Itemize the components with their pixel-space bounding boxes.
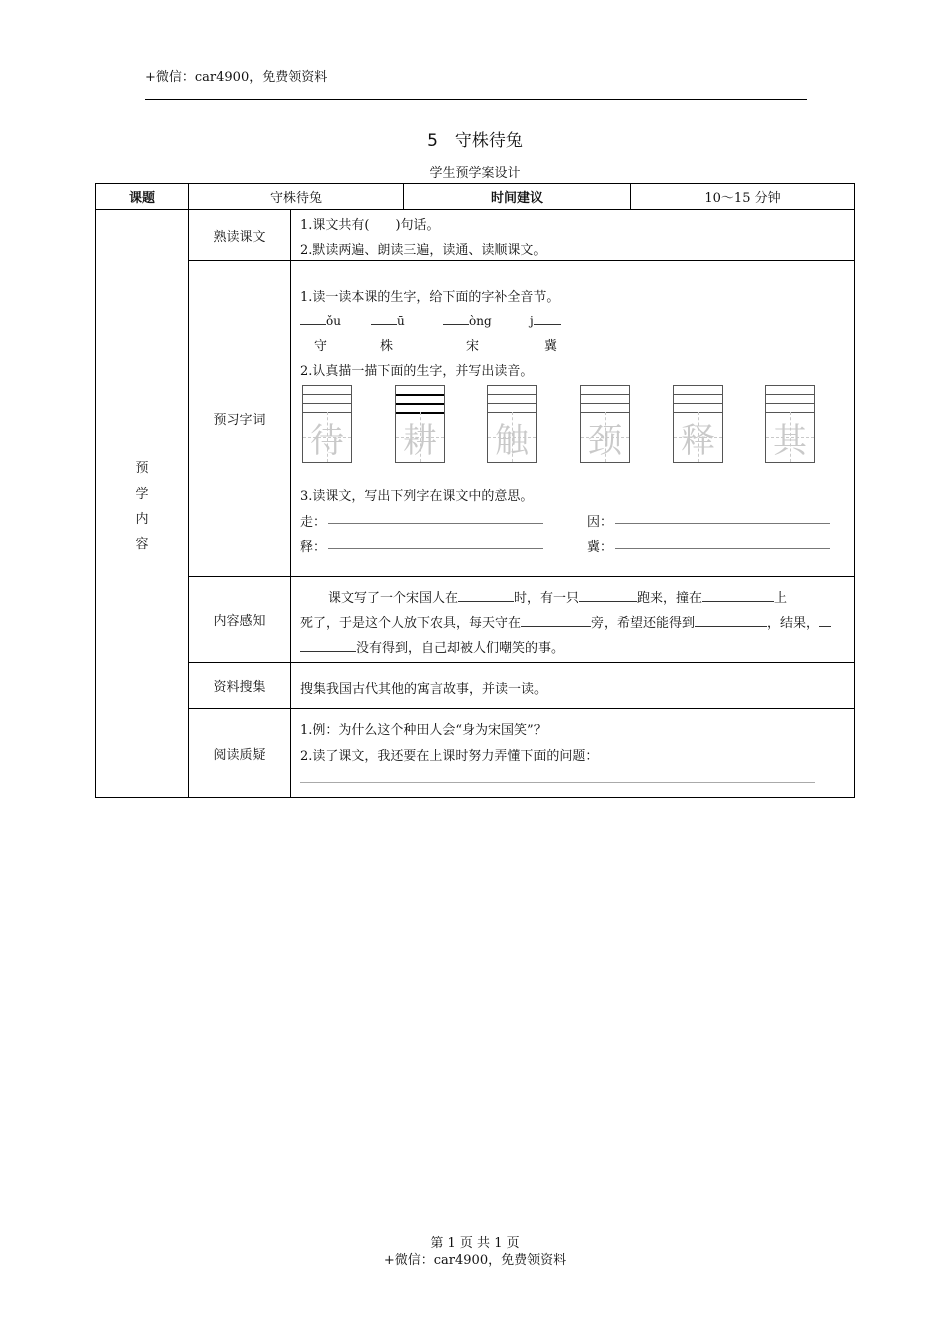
header-note: +微信：car4900，免费领资料: [145, 70, 328, 85]
footer-page-number: 第 1 页 共 1 页: [430, 1236, 520, 1251]
material-text: 搜集我国古代其他的寓言故事，并读一读。: [300, 682, 548, 697]
page-title: 5 守株待兔: [427, 131, 523, 151]
pinyin-item: [371, 312, 405, 328]
row-label-content: 内容感知: [213, 614, 266, 629]
read-line-1: 1.课文共有( )句话。: [300, 218, 440, 233]
blank[interactable]: [819, 614, 831, 627]
pinyin-item: [300, 312, 341, 328]
topic-value: 守株待兔: [269, 191, 322, 206]
content-line-1: [300, 587, 787, 606]
trace-box[interactable]: [487, 385, 537, 463]
meaning-label: 因：: [587, 515, 614, 530]
trace-char: 耕: [403, 420, 437, 461]
pinyin-item: [443, 312, 492, 328]
page-subtitle: 学生预学案设计: [429, 166, 521, 181]
section-label-char: 预: [135, 460, 149, 476]
words-q2: 2.认真描一描下面的生字，并写出读音。: [300, 364, 534, 379]
char-item: 株: [380, 339, 394, 354]
read-line-2: 2.默读两遍、朗读三遍，读通、读顺课文。: [300, 243, 547, 258]
question-answer-line[interactable]: [300, 782, 815, 783]
pinyin-text: j: [530, 314, 534, 328]
section-label-char: 容: [135, 536, 149, 552]
content-text: ，结果，: [767, 616, 820, 631]
row-label-read: 熟读课文: [213, 229, 266, 245]
content-text: 课文写了一个宋国人在: [328, 591, 459, 606]
section-label-char: 内: [135, 511, 149, 527]
trace-box[interactable]: [765, 385, 815, 463]
footer-note: +微信：car4900，免费领资料: [383, 1253, 567, 1268]
blank[interactable]: [702, 589, 774, 602]
pinyin-item: [530, 312, 561, 328]
meaning-label: 走：: [300, 515, 327, 530]
row-label-material: 资料搜集: [213, 680, 266, 695]
meaning-label: 释：: [300, 540, 327, 555]
trace-box[interactable]: [673, 385, 723, 463]
pinyin-text: òng: [469, 314, 492, 328]
trace-box[interactable]: [580, 385, 630, 463]
question-line-2: 2.读了课文，我还要在上课时努力弄懂下面的问题：: [300, 749, 599, 764]
content-line-2: [300, 612, 831, 631]
trace-box[interactable]: [395, 385, 445, 463]
meaning-answer-line[interactable]: [615, 523, 830, 524]
content-text: 跑来，撞在: [637, 591, 703, 606]
char-item: 宋: [466, 339, 480, 354]
meaning-answer-line[interactable]: [328, 523, 543, 524]
trace-char: 触: [495, 420, 529, 461]
time-label: 时间建议: [490, 191, 543, 206]
content-text: 没有得到，自己却被人们嘲笑的事。: [356, 641, 565, 656]
trace-box[interactable]: [302, 385, 352, 463]
meaning-answer-line[interactable]: [328, 548, 543, 549]
time-value: 10～15 分钟: [704, 191, 781, 206]
content-text: 死了，于是这个人放下农具，每天守在: [300, 616, 522, 631]
blank[interactable]: [695, 614, 767, 627]
char-item: 冀: [544, 339, 558, 354]
content-text: 时，有一只: [514, 591, 580, 606]
row-label-question: 阅读质疑: [213, 747, 266, 763]
meaning-label: 冀：: [587, 540, 614, 555]
blank[interactable]: [300, 639, 356, 652]
trace-char: 其: [773, 420, 807, 461]
pinyin-text: ǒu: [326, 314, 341, 328]
question-line-1: 1.例：为什么这个种田人会“身为宋国笑”？: [300, 723, 547, 738]
blank[interactable]: [521, 614, 591, 627]
section-label-char: 学: [135, 486, 149, 502]
content-text: 上: [774, 591, 788, 606]
row-label-words: 预习字词: [213, 413, 266, 428]
meaning-answer-line[interactable]: [615, 548, 830, 549]
trace-char: 颈: [588, 420, 622, 461]
content-text: 旁，希望还能得到: [591, 616, 696, 631]
words-q3: 3.读课文，写出下列字在课文中的意思。: [300, 489, 534, 504]
trace-char: 待: [310, 420, 344, 461]
char-item: 守: [314, 339, 328, 354]
trace-char: 释: [681, 420, 715, 461]
header-rule: [145, 99, 807, 100]
blank[interactable]: [579, 589, 637, 602]
topic-label: 课题: [128, 191, 155, 206]
pinyin-text: ū: [397, 314, 405, 328]
words-q1: 1.读一读本课的生字，给下面的字补全音节。: [300, 290, 560, 305]
content-line-3: [300, 637, 564, 656]
blank[interactable]: [458, 589, 514, 602]
